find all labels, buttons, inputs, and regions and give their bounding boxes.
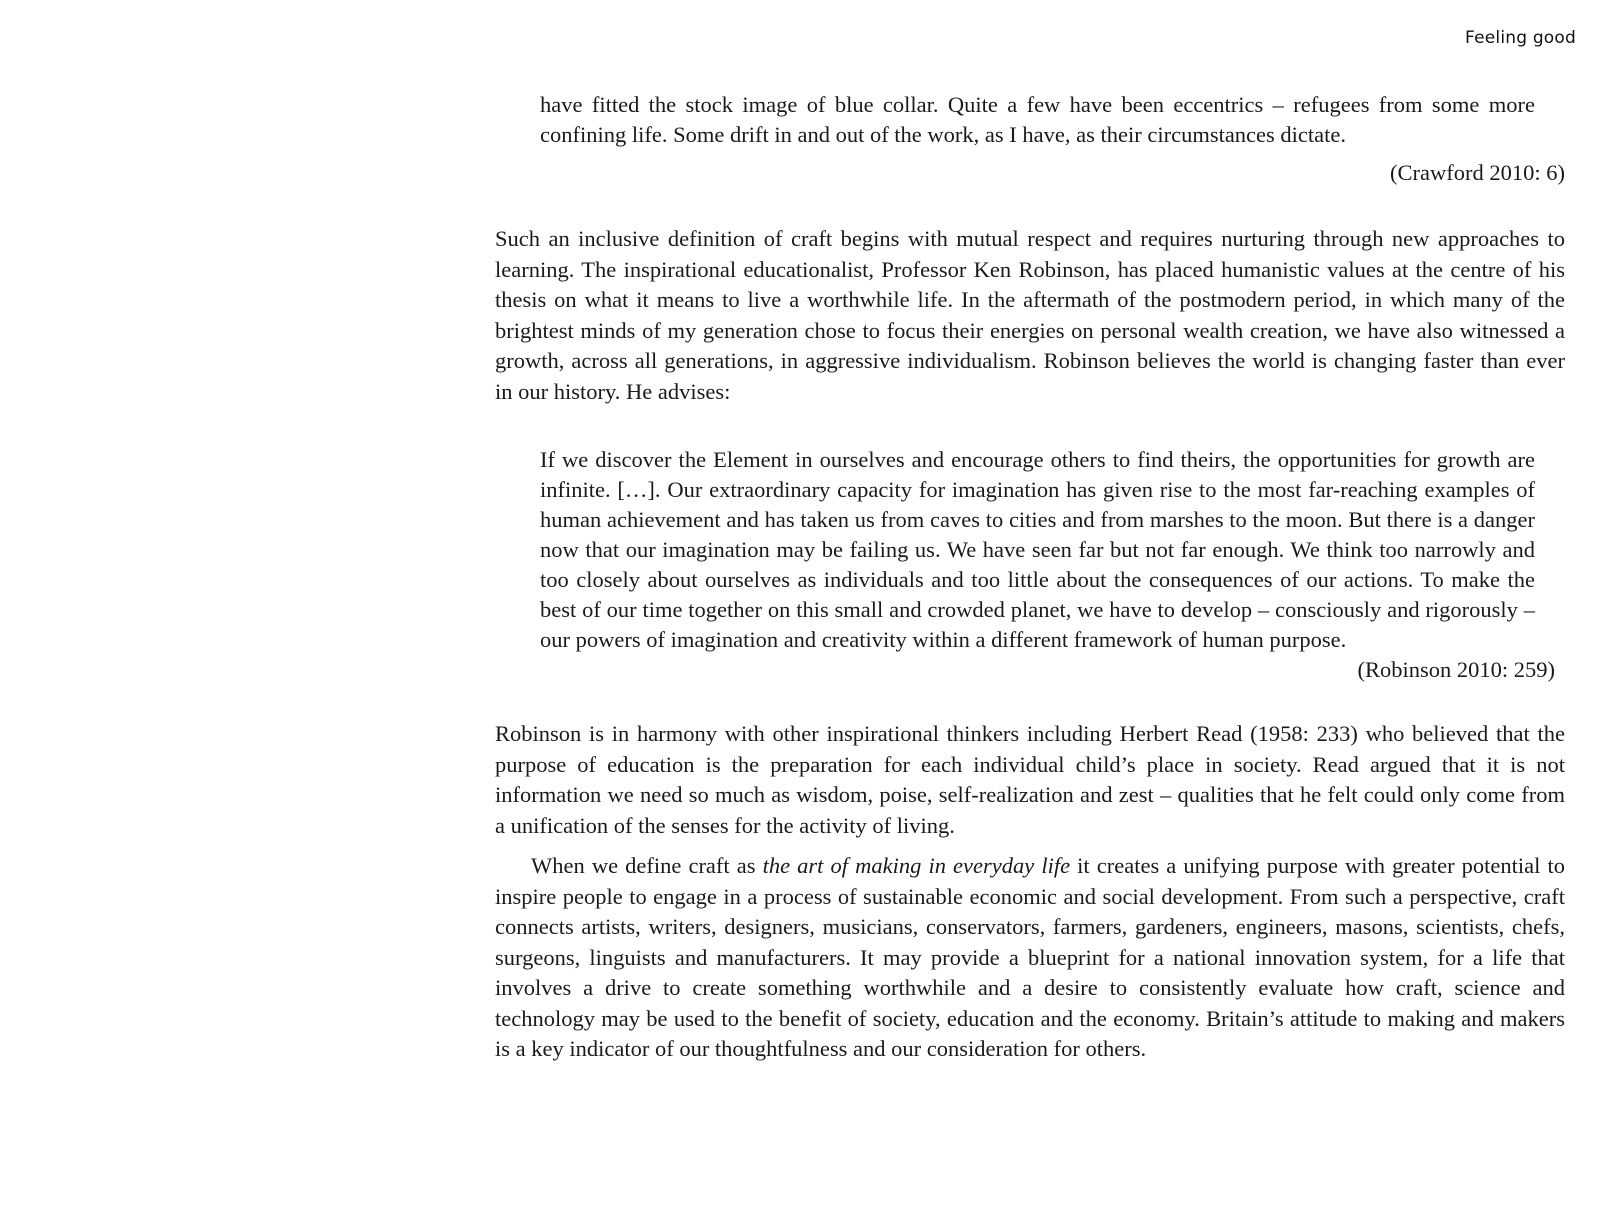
paragraph-craft-text-after: it creates a unifying purpose with greater potential to inspire people to engage in a process of sustainable economic and social development. From such a perspective, craft connects artists, writers, designers, musicians, conservators, farmers, gardeners, engineers, masons, scientists, chefs, surgeons, linguists and manufacturers. It may provide a blueprint for a national innovation system, for a life that involves a drive to create something worthwhile and a desire to consistently evaluate how craft, science and technology may be used to the benefit of society, education and the economy. Britain’s attitude to making and makers is a key indicator of our thoughtfulness and our consideration for others. — [495, 853, 1565, 1061]
citation-crawford: (Crawford 2010: 6) — [1390, 160, 1565, 185]
block-quote-robinson: If we discover the Element in ourselves and encourage others to find theirs, the opportunities for growth are infinite. […]. Our extraordinary capacity for imagination has given rise to the most far-reaching examples of human achievement and has taken us from caves to cities and from marshes to the moon. But there is a danger now that our imagination may be failing us. We have seen far but not far enough. We think too narrowly and too closely about ourselves as individuals and too little about the consequences of our actions. To make the best of our time together on this small and crowded planet, we have to develop – consciously and rigorously – our powers of imagination and creativity within a different framework of human purpose. — [540, 447, 1535, 652]
paragraph-herbert-read: Robinson is in harmony with other inspirational thinkers including Herbert Read (1958: 233) who believed that the purpose of education is the preparation for each individual child’s place in society. Read argued that it is not information we need so much as wisdom, poise, self-realization and zest – qualities that he felt could only come from a unification of the senses for the activity of living. — [495, 721, 1565, 838]
paragraph-inclusive-definition: Such an inclusive definition of craft begins with mutual respect and requires nurturing through new approaches to learning. The inspirational educationalist, Professor Ken Robinson, has placed humanistic values at the centre of his thesis on what it means to live a worthwhile life. In the aftermath of the postmodern period, in which many of the brightest minds of my generation chose to focus their energies on personal wealth creation, we have also witnessed a growth, across all generations, in aggressive individualism. Robinson believes the world is changing faster than ever in our history. He advises: — [495, 226, 1565, 404]
text-column — [495, 90, 1565, 1065]
paragraph-craft-text-before: When we define craft as — [531, 853, 763, 878]
block-quote-crawford: have fitted the stock image of blue collar. Quite a few have been eccentrics – refugees from some more confining life. Some drift in and out of the work, as I have, as their circumstances dictate. — [540, 92, 1535, 147]
citation-robinson: (Robinson 2010: 259) — [1357, 657, 1555, 682]
paragraph-craft-emphasis: the art of making in everyday life — [762, 853, 1071, 878]
running-header-title: Feeling good — [1465, 28, 1576, 48]
paragraph-craft-definition — [495, 851, 1565, 1065]
